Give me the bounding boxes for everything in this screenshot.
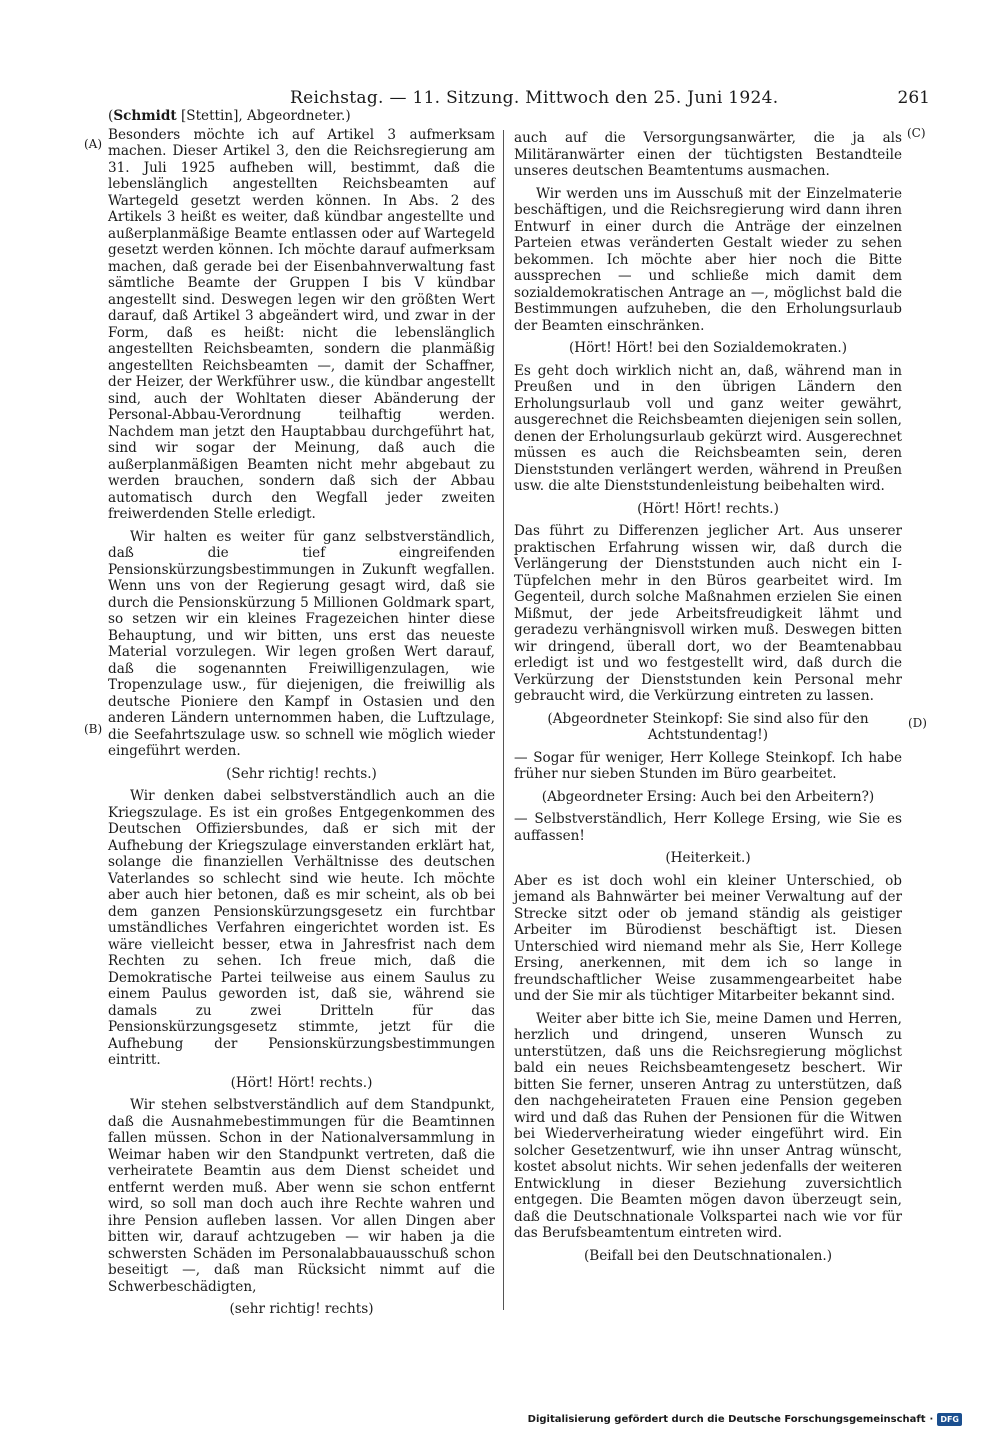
dfg-logo: DFG — [937, 1413, 962, 1426]
paragraph: Wir denken dabei selbstverständlich auch an die Kriegszulage. Es ist ein großes Entgegenkommen des Deutschen Offiziersbundes, daß er sich mit der Aufhebung der Kriegszulage einverstanden erklärt hat, solange die finanziellen Verhältnisse des deutschen Vaterlandes so schlecht sind wie heute. Ich möchte aber auch hier betonen, daß es mir scheint, als ob bei dem ganzen Pensionskürzungsgesetz ein furchtbar umständliches Verfahren eingerichtet worden ist. Es wäre vielleicht besser, etwa in Jahresfrist nach dem Rechten zu sehen. Ich freue mich, daß die Demokratische Partei teilweise aus einem Saulus zu einem Paulus geworden ist, daß sie, während sie damals zu zwei Dritteln für das Pensionskürzungsgesetz stimmte, jetzt für die Aufhebung der Pensionskürzungsbestimmungen eintritt. — [108, 788, 495, 1068]
margin-marker-d: (D) — [908, 716, 927, 730]
page-number: 261 — [897, 88, 930, 108]
speaker-note: [Stettin], Abgeordneter.) — [180, 108, 351, 124]
paragraph: — Sogar für weniger, Herr Kollege Steinkopf. Ich habe früher nur sieben Stunden im Büro gearbeitet. — [514, 749, 902, 782]
left-column — [108, 108, 495, 1324]
paragraph: Aber es ist doch wohl ein kleiner Unterschied, ob jemand als Bahnwärter bei meiner Verwaltung auf der Strecke sitzt oder ob jemand ständig als geistiger Arbeiter im Bürodienst beschäftigt ist. Diesen Unterschied wird niemand mehr als Sie, Herr Kollege Ersing, anerkennen, mit dem ich so lange in freundschaftlicher Weise zusammengearbeitet habe und der Sie mir als tüchtiger Mitarbeiter bekannt sind. — [514, 872, 902, 1004]
interjection: (Beifall bei den Deutschnationalen.) — [583, 1247, 833, 1264]
paragraph: Wir halten es weiter für ganz selbstverständlich, daß die tief eingreifenden Pensionskürzungsbestimmungen in Zukunft wegfallen. Wenn uns von der Regierung gesagt wird, daß sie durch die Pensionskürzung 5 Millionen Goldmark spart, so setzen wir ein kleines Fragezeichen hinter diese Behauptung, und wir bitten, uns erst das neueste Material vorzulegen. Wir legen großen Wert darauf, daß die sogenannten Freiwilligenzulagen, wie Tropenzulage usw., für diejenigen, die freiwillig als deutsche Pioniere den Kampf in Ostasien und den anderen Ländern unternommen haben, die Luftzulage, die Seefahrtszulage usw. so schnell wie möglich wieder eingeführt werden. — [108, 528, 495, 759]
paragraph: Weiter aber bitte ich Sie, meine Damen und Herren, herzlich und dringend, unseren Wunsch zu unterstützen, daß uns die Reichsregierung möglichst bald ein neues Reichsbeamtengesetz beschert. Wir bitten Sie ferner, unseren Antrag zu unterstützen, daß den nachgeheirateten Frauen eine Pension gegeben wird und daß das Ruhen der Pensionen für die Witwen bei Wiederverheiratung wieder eingeführt wird. Ein solcher Gesetzentwurf, wie ihn unser Antrag wünscht, kostet absolut nichts. Wir sehen jedenfalls der weiteren Entwicklung in dieser Beziehung zuversichtlich entgegen. Die Beamten mögen davon überzeugt sein, daß die Deutschnationale Volkspartei nach wie vor für das Berufsbeamtentum eintreten wird. — [514, 1010, 902, 1241]
column-divider — [503, 130, 504, 1310]
interjection: (sehr richtig! rechts) — [229, 1301, 374, 1317]
speaker-line: (Schmidt [Stettin], Abgeordneter.) — [108, 108, 351, 124]
speaker-name: Schmidt — [113, 108, 177, 124]
footer-separator: · — [929, 1414, 934, 1425]
paragraph: Wir werden uns im Ausschuß mit der Einzelmaterie beschäftigen, und die Reichsregierung wird dann ihren Entwurf in einer durch die Anträge der einzelnen Parteien etwas veränderten Gestalt wieder zu sehen bekommen. Ich möchte aber hier noch die Bitte aussprechen — und schließe mich damit dem sozialdemokratischen Antrage an —, möglichst bald die Bestimmungen aufzuheben, die den Erholungsurlaub der Beamten einschränken. — [514, 185, 902, 334]
digitization-footer — [528, 1413, 962, 1426]
interjection: (Abgeordneter Steinkopf: Sie sind also für den Achtstundentag!) — [547, 710, 869, 743]
interjection: (Hört! Hört! rechts.) — [230, 1074, 373, 1091]
paragraph: Das führt zu Differenzen jeglicher Art. Aus unserer praktischen Erfahrung wissen wir, daß durch die Verlängerung der Dienststunden auch nicht ein I-Tüpfelchen mehr in den Büros gearbeitet wird. Im Gegenteil, durch solche Maßnahmen erzielen Sie einen Mißmut, der jede Arbeitsfreudigkeit lähmt und geradezu verhängnisvoll wirken muß. Deswegen bitten wir dringend, überall dort, wo der Beamtenabbau erledigt ist und wo festgestellt wird, daß durch die Verkürzung der Dienststunden kein Personal mehr gebraucht wird, die Verkürzung eintreten zu lassen. — [514, 523, 902, 704]
paragraph: auch auf die Versorgungsanwärter, die ja als Militäranwärter einen der tüchtigsten Bestandteile unseres deutschen Beamtentums ausmachen. — [514, 130, 902, 179]
margin-marker-a: (A) — [84, 137, 103, 151]
paragraph: Besonders möchte ich auf Artikel 3 aufmerksam machen. Dieser Artikel 3, den die Reichsregierung am 31. Juli 1925 aufheben will, bestimmt, daß die lebenslänglich angestellten Reichsbeamten auf Wartegeld gesetzt werden können. In Abs. 2 des Artikels 3 heißt es weiter, daß kündbar angestellte und außerplanmäßige Beamte entlassen oder auf Wartegeld gesetzt werden können. Ich möchte darauf aufmerksam machen, daß gerade bei der Eisenbahnverwaltung fast sämtliche Beamte der Gruppen I bis V kündbar angestellt sind. Deswegen legen wir den größten Wert darauf, daß Artikel 3 abgeändert wird, und zwar in der Form, daß es heißt: nicht die lebenslänglich angestellten Reichsbeamten, sondern die planmäßig angestellten Reichsbeamten —, damit der Schaffner, der Heizer, der Werkführer usw., die kündbar angestellt sind, auch der Wohltaten dieser Abänderung der Personal-Abbau-Verordnung teilhaftig werden. Nachdem man jetzt den Hauptabbau durchgeführt hat, sind wir sogar der Meinung, daß auch die außerplanmäßigen Beamten nicht mehr abgebaut zu werden brauchen, sondern daß sich der Abbau automatisch durch den Wegfall jeder zweiten freiwerdenden Stelle erledigt. — [108, 126, 495, 522]
interjection: (Hört! Hört! bei den Sozialdemokraten.) — [568, 340, 848, 356]
interjection: (Hört! Hört! rechts.) — [637, 500, 779, 517]
interjection: (Abgeordneter Ersing: Auch bei den Arbeitern?) — [541, 788, 875, 805]
paragraph: Wir stehen selbstverständlich auf dem Standpunkt, daß die Ausnahmebestimmungen für die Beamtinnen fallen müssen. Schon in der Nationalversammlung in Weimar haben wir den Standpunkt vertreten, daß die verheiratete Beamtin aus dem Dienst scheidet und entfernt werden muß. Aber wenn sie schon entfernt wird, so soll man doch auch ihre Rechte wahren und ihre Pension aufleben lassen. Vor allen Dingen aber bitten wir, darauf achtzugeben — wir haben ja die schwersten Schäden im Personalabbauausschuß schon beseitigt —, daß man Rücksicht nimmt auf die Schwerbeschädigten, — [108, 1097, 495, 1295]
right-column — [514, 130, 902, 1270]
paragraph: Es geht doch wirklich nicht an, daß, während man in Preußen und in den übrigen Ländern den Erholungsurlaub voll und ganz weiter gewährt, ausgerechnet die Reichsbeamten diejenigen sein sollen, denen der Erholungsurlaub gekürzt wird. Ausgerechnet müssen es auch die Reichsbeamten sein, deren Dienststunden verlängert werden, während in Preußen usw. die alte Dienststundenleistung beibehalten wird. — [514, 362, 902, 494]
footer-text: Digitalisierung gefördert durch die Deutsche Forschungsgemeinschaft — [527, 1414, 926, 1425]
interjection: (Heiterkeit.) — [665, 850, 751, 866]
margin-marker-b: (B) — [84, 722, 103, 736]
header-title: Reichstag. — 11. Sitzung. Mittwoch den 25. Juni 1924. — [290, 88, 779, 108]
interjection: (Sehr richtig! rechts.) — [226, 765, 377, 782]
paragraph: — Selbstverständlich, Herr Kollege Ersing, wie Sie es auffassen! — [514, 811, 902, 844]
margin-marker-c: (C) — [907, 126, 926, 140]
